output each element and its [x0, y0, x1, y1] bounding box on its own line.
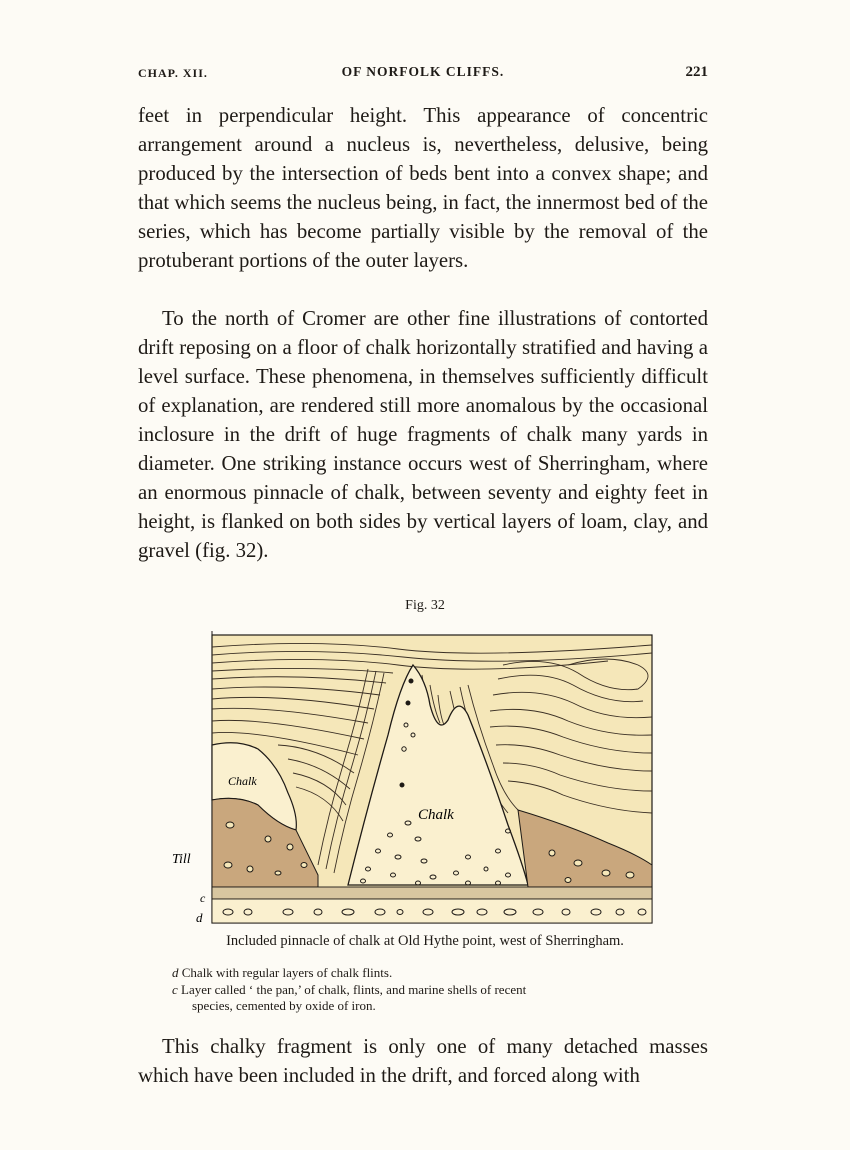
- legend-key-c: c: [172, 982, 178, 997]
- figure-32-illustration: [168, 625, 668, 935]
- chalk-layer-d: [212, 899, 652, 923]
- label-d: d: [196, 910, 203, 925]
- chapter-label: CHAP. XII.: [138, 66, 208, 80]
- paragraph-2: To the north of Cromer are other fine illustrations of contorted drift reposing on a floor of chalk horizontally stratified and having a level surface. These phenomena, in themselves sufficiently difficult of explanation, are rendered still more anomalous by the occasional inclosure in the drift of huge fragments of chalk many yards in diameter. One striking instance occurs west of Sherringham, where an enormous pinnacle of chalk, between seventy and eighty feet in height, is flanked on both sides by vertical layers of loam, clay, and gravel (fig. 32).: [138, 307, 708, 562]
- legend-text-c: Layer called ‘ the pan,’ of chalk, flints, and marine shells of recent: [181, 982, 527, 997]
- legend-text-d: Chalk with regular layers of chalk flints.: [181, 965, 393, 980]
- paragraph-1: feet in perpendicular height. This appearance of concentric arrangement around a nucleus is, nevertheless, delusive, being produced by the intersection of beds bent into a convex shape; and that which seems the nucleus being, in fact, the innermost bed of the series, which has become partially visible by the removal of the protuberant portions of the outer layers.: [138, 104, 708, 272]
- legend-item-c: [172, 982, 692, 1014]
- page-number: 221: [685, 64, 708, 80]
- paragraph-3: This chalky fragment is only one of many detached masses which have been included in the drift, and forced along with: [138, 1035, 708, 1087]
- running-title: OF NORFOLK CLIFFS.: [341, 64, 505, 79]
- pan-layer-c: [212, 887, 652, 899]
- label-chalk-large: Chalk: [418, 807, 454, 823]
- legend-text-c-continued: species, cemented by oxide of iron.: [192, 998, 376, 1013]
- legend-item-d: [172, 965, 692, 981]
- label-chalk-small: Chalk: [228, 774, 257, 788]
- label-till: Till: [172, 852, 191, 867]
- legend-key-d: d: [172, 965, 179, 980]
- figure-caption: Included pinnacle of chalk at Old Hythe point, west of Sherringham.: [226, 933, 624, 949]
- figure-number: Fig. 32: [405, 598, 445, 613]
- label-c: c: [200, 891, 206, 905]
- running-header: [138, 62, 708, 84]
